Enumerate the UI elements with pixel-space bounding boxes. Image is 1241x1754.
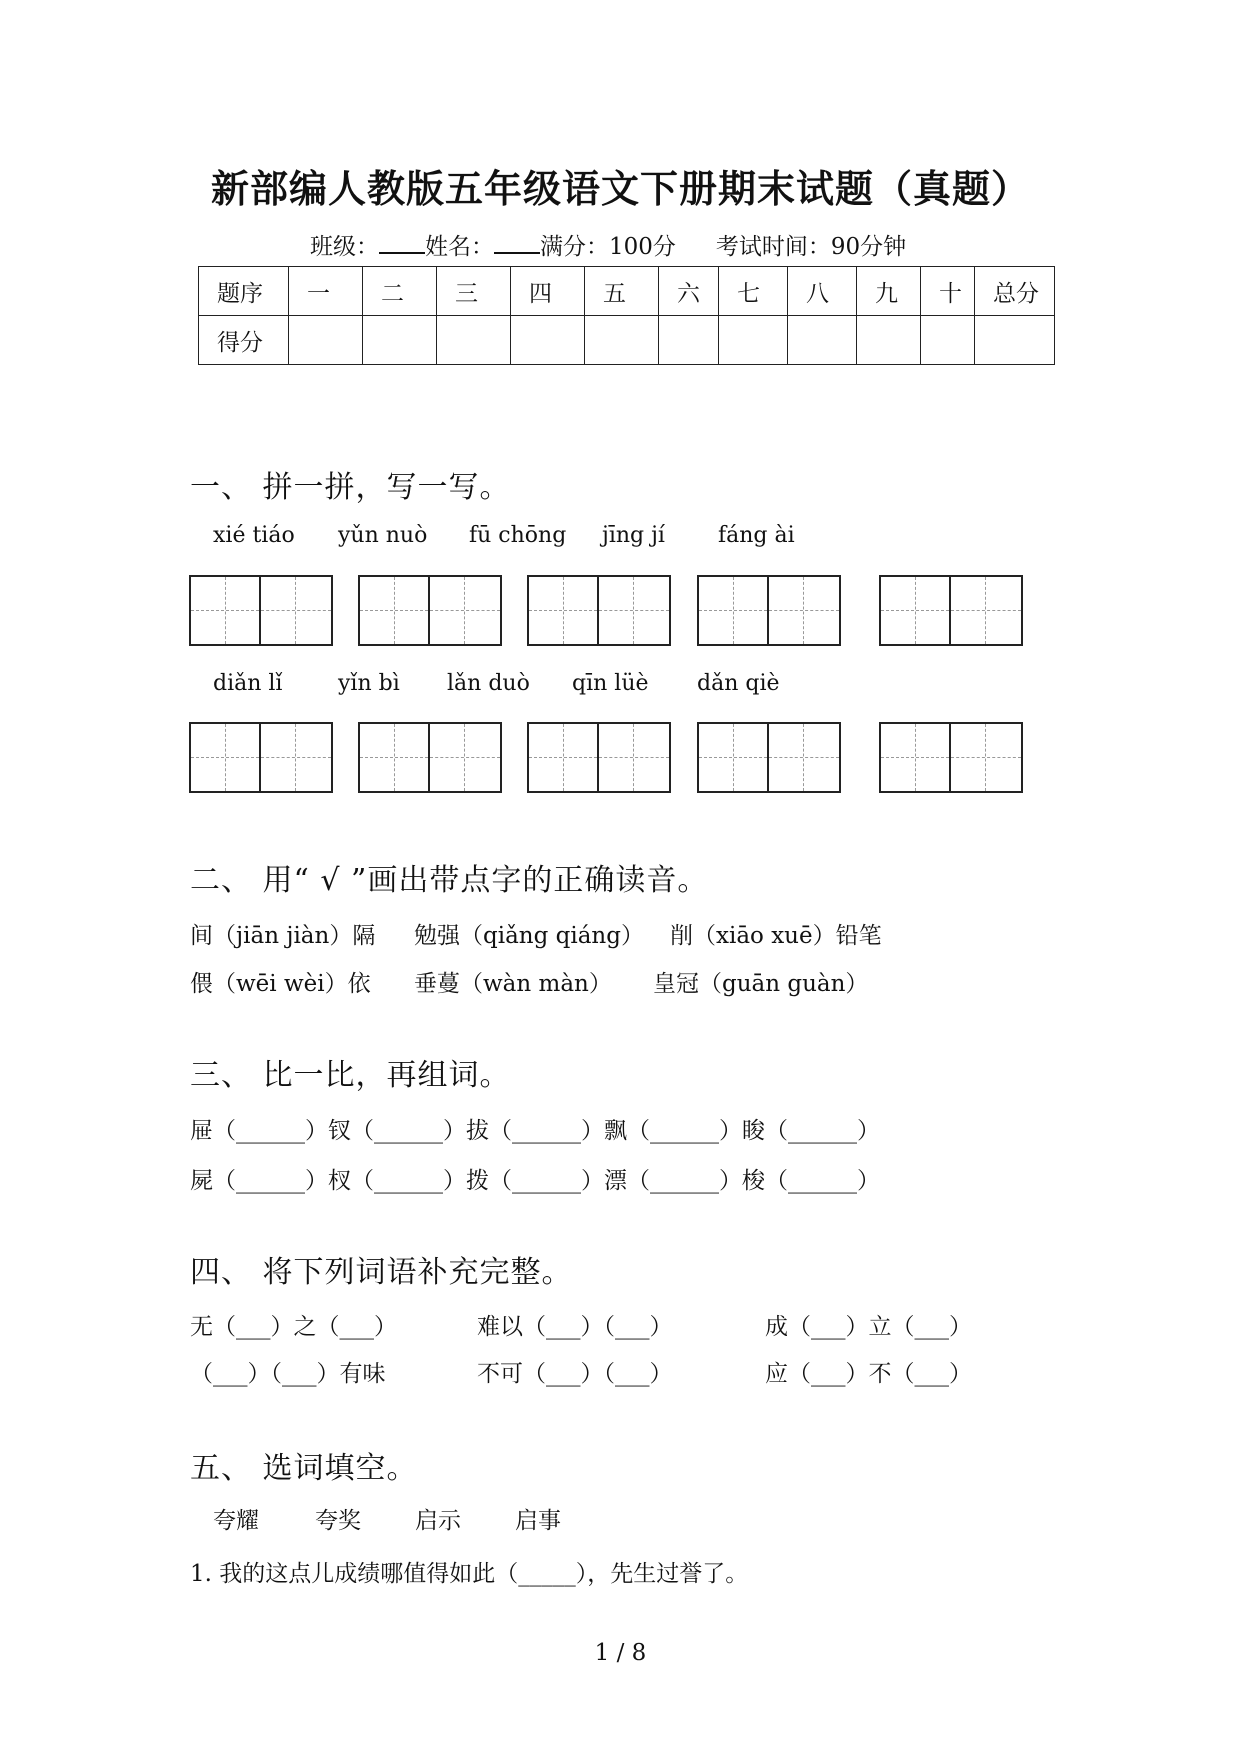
score-table-score-row bbox=[199, 316, 1055, 365]
table-cell: 二 bbox=[363, 267, 437, 316]
tianzige-box[interactable] bbox=[697, 575, 841, 646]
score-cell[interactable] bbox=[857, 316, 921, 365]
table-cell: 总分 bbox=[975, 267, 1055, 316]
table-cell: 题序 bbox=[199, 267, 289, 316]
exam-time: 考试时间：90分钟 bbox=[715, 234, 907, 260]
table-cell: 六 bbox=[659, 267, 719, 316]
word-compare-row: 屉（______）钗（______）拔（______）飘（______）睃（______） bbox=[190, 1118, 880, 1144]
pinyin-label: fáng ài bbox=[718, 523, 795, 548]
section-1-heading: 一、 拼一拼，写一写。 bbox=[190, 470, 511, 505]
class-label: 班级： bbox=[310, 234, 379, 260]
word-compare-row: 屍（______）杈（______）拨（______）漂（______）梭（______） bbox=[190, 1168, 880, 1194]
pinyin-label: lǎn duò bbox=[447, 671, 530, 696]
idiom-item: 无（___）之（___） bbox=[190, 1314, 397, 1340]
score-cell[interactable] bbox=[719, 316, 788, 365]
pinyin-label: dǎn qiè bbox=[697, 671, 780, 696]
pinyin-label: diǎn lǐ bbox=[213, 671, 283, 696]
tianzige-box[interactable] bbox=[358, 722, 502, 793]
name-label: 姓名： bbox=[425, 234, 494, 260]
score-cell[interactable] bbox=[921, 316, 975, 365]
tianzige-box[interactable] bbox=[189, 722, 333, 793]
tianzige-box[interactable] bbox=[358, 575, 502, 646]
pinyin-label: fū chōng bbox=[469, 523, 567, 548]
tianzige-box[interactable] bbox=[527, 575, 671, 646]
score-cell[interactable] bbox=[363, 316, 437, 365]
table-cell: 十 bbox=[921, 267, 975, 316]
word-choice: 启事 bbox=[515, 1508, 561, 1534]
score-cell[interactable] bbox=[511, 316, 585, 365]
section-3-heading: 三、 比一比，再组词。 bbox=[190, 1058, 511, 1093]
pinyin-label: jīng jí bbox=[602, 523, 665, 548]
score-cell[interactable] bbox=[975, 316, 1055, 365]
pinyin-label: yǔn nuò bbox=[338, 523, 428, 548]
score-cell[interactable] bbox=[585, 316, 659, 365]
full-score: 满分：100分 bbox=[540, 234, 676, 260]
word-choice: 启示 bbox=[415, 1508, 461, 1534]
table-cell: 八 bbox=[788, 267, 857, 316]
score-cell[interactable] bbox=[788, 316, 857, 365]
table-cell: 九 bbox=[857, 267, 921, 316]
word-choice: 夸奖 bbox=[315, 1508, 361, 1534]
tianzige-box[interactable] bbox=[527, 722, 671, 793]
pinyin-label: qīn lüè bbox=[572, 671, 649, 696]
table-cell: 得分 bbox=[199, 316, 289, 365]
idiom-item: （___）（___）有味 bbox=[190, 1361, 386, 1387]
table-cell: 三 bbox=[437, 267, 511, 316]
section-4-heading: 四、 将下列词语补充完整。 bbox=[190, 1255, 573, 1290]
idiom-item: 应（___）不（___） bbox=[765, 1361, 972, 1387]
idiom-item: 难以（___）（___） bbox=[477, 1314, 673, 1340]
score-cell[interactable] bbox=[437, 316, 511, 365]
table-cell: 五 bbox=[585, 267, 659, 316]
tianzige-box[interactable] bbox=[189, 575, 333, 646]
section-5-heading: 五、 选词填空。 bbox=[190, 1451, 418, 1486]
reading-item: 皇冠（guān guàn） bbox=[653, 971, 869, 997]
idiom-item: 成（___）立（___） bbox=[765, 1314, 972, 1340]
page-number: 1 / 8 bbox=[594, 1640, 647, 1666]
table-cell: 一 bbox=[289, 267, 363, 316]
reading-item: 垂蔓（wàn màn） bbox=[414, 971, 612, 997]
idiom-item: 不可（___）（___） bbox=[477, 1361, 673, 1387]
table-cell: 四 bbox=[511, 267, 585, 316]
reading-item: 勉强（qiǎng qiáng） bbox=[414, 923, 644, 949]
class-blank bbox=[379, 234, 425, 254]
score-cell[interactable] bbox=[289, 316, 363, 365]
reading-item: 削（xiāo xuē）铅笔 bbox=[670, 923, 882, 949]
page-title: 新部编人教版五年级语文下册期末试题（真题） bbox=[210, 166, 1030, 211]
tianzige-box[interactable] bbox=[879, 722, 1023, 793]
section-2-heading: 二、 用“ √ ”画出带点字的正确读音。 bbox=[190, 863, 709, 898]
score-table bbox=[198, 266, 1055, 365]
name-blank bbox=[494, 234, 540, 254]
tianzige-box[interactable] bbox=[879, 575, 1023, 646]
table-cell: 七 bbox=[719, 267, 788, 316]
score-table-header-row bbox=[199, 267, 1055, 316]
pinyin-label: xié tiáo bbox=[213, 523, 295, 548]
pinyin-label: yǐn bì bbox=[338, 671, 400, 696]
score-cell[interactable] bbox=[659, 316, 719, 365]
exam-info bbox=[310, 228, 906, 261]
tianzige-box[interactable] bbox=[697, 722, 841, 793]
reading-item: 间（jiān jiàn）隔 bbox=[190, 923, 376, 949]
word-choice: 夸耀 bbox=[213, 1508, 259, 1534]
question-1: 1. 我的这点儿成绩哪值得如此（_____），先生过誉了。 bbox=[190, 1561, 749, 1587]
reading-item: 偎（wēi wèi）依 bbox=[190, 971, 371, 997]
